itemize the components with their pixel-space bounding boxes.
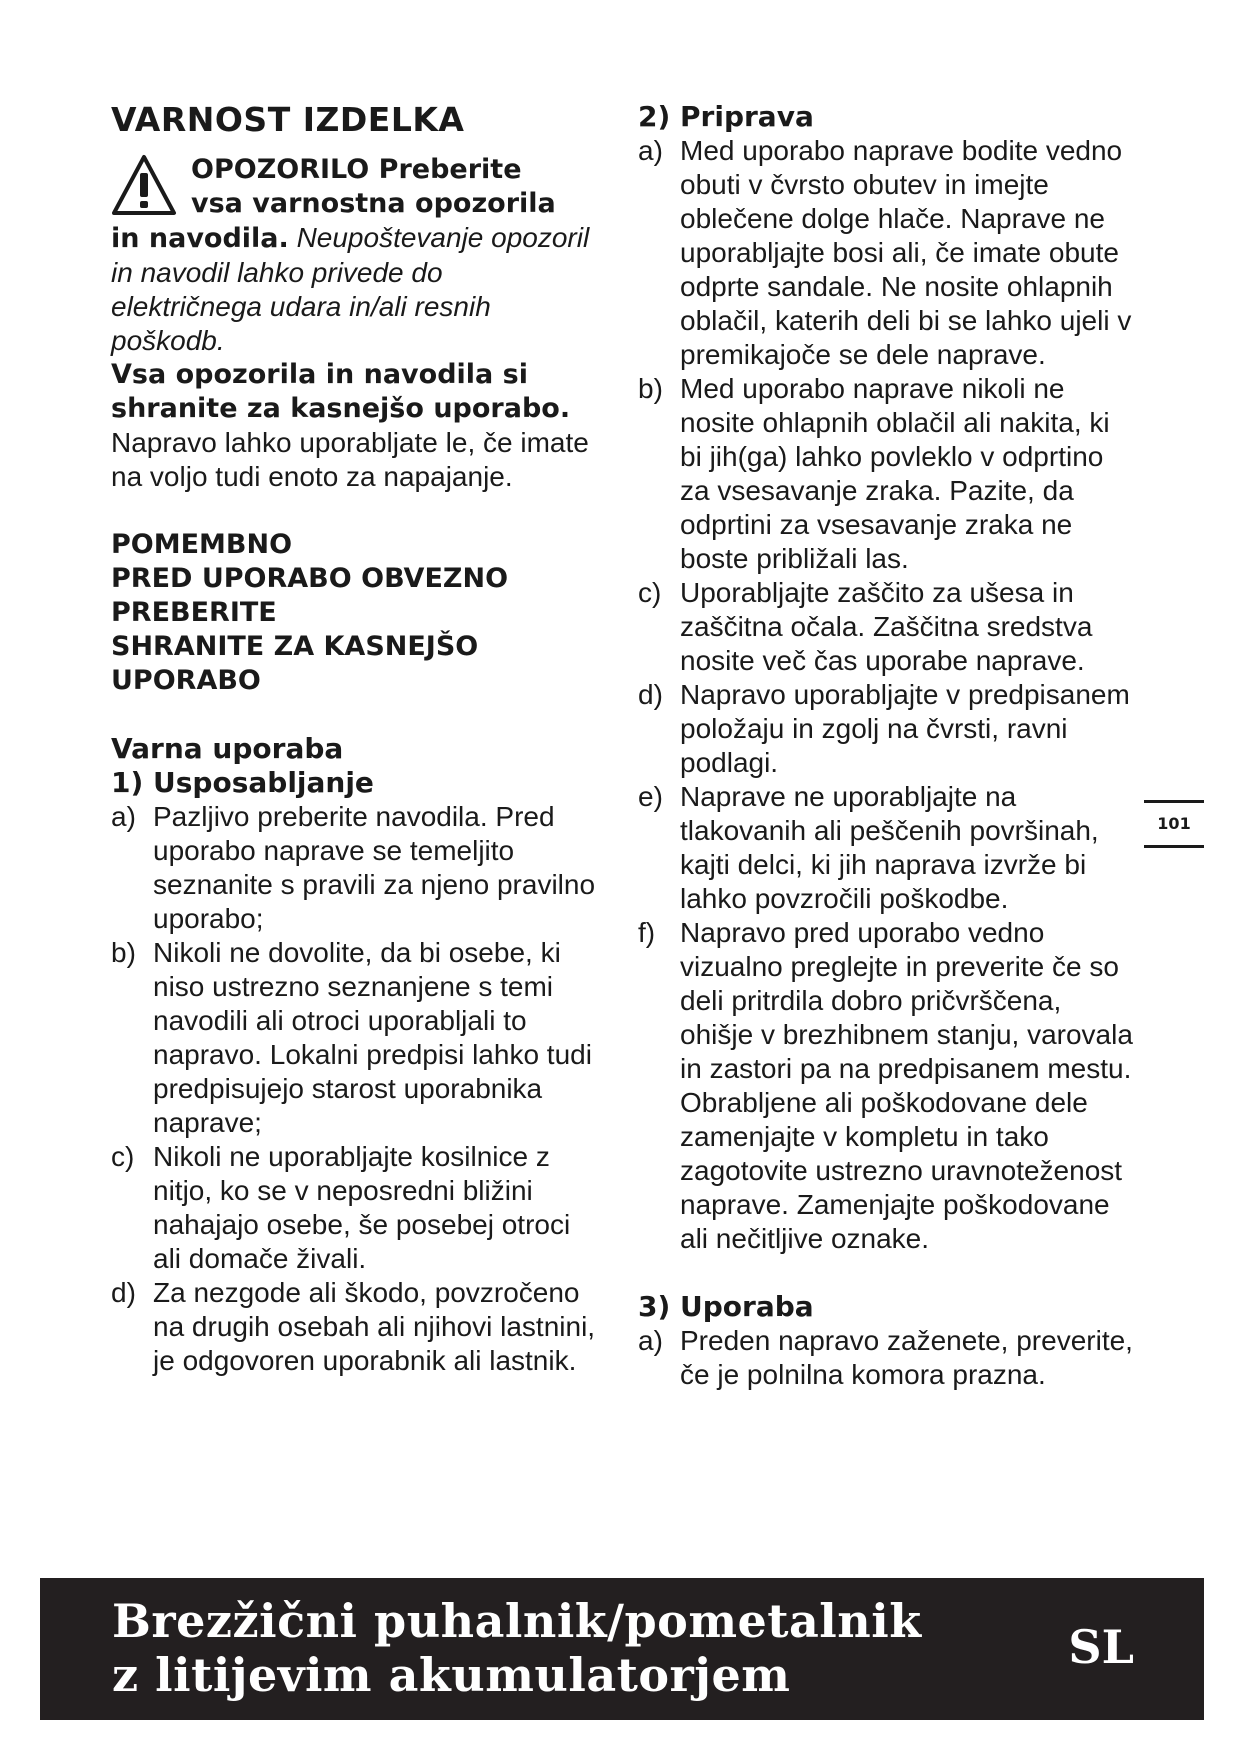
list-item-label: c) bbox=[111, 1141, 135, 1172]
page-title: VARNOST IZDELKA bbox=[111, 100, 465, 139]
list-item-text: Napravo pred uporabo vedno vizualno preglejte in preverite če so deli pritrdila dobro pričvrščena, ohišje v brezhibnem stanju, varovala in zastori pa na predpisanem mestu. Obrabljene ali poškodovane dele zamenjajte v kompletu in tako zagotovite ustrezno uravnoteženost naprave. Zamenjajte poškodovane ali nečitljive oznake. bbox=[680, 917, 1133, 1254]
list-item bbox=[111, 1276, 601, 1378]
important-line: POMEMBNO bbox=[111, 529, 293, 560]
warning-triangle-icon bbox=[111, 153, 177, 219]
footer-title-line: z litijevim akumulatorjem bbox=[112, 1648, 791, 1702]
page-number: 101 bbox=[1144, 800, 1204, 848]
list-item-text: Med uporabo naprave nikoli ne nosite ohlapnih oblačil ali nakita, ki bi jih(ga) lahko povleklo v odprtino za vsesavanje zraka. Pazite, da odprtini za vsesavanje zraka ne boste približali las. bbox=[680, 373, 1110, 574]
list-item-text: Za nezgode ali škodo, povzročeno na drugih osebah ali njihovi lastnini, je odgovoren uporabnik ali lastnik. bbox=[153, 1277, 596, 1376]
list-item-text: Med uporabo naprave bodite vedno obuti v čvrsto obutev in imejte oblečene dolge hlače. Naprave ne uporabljajte bosi ali, če imate obute odprte sandale. Ne nosite ohlapnih oblačil, katerih deli bi se lahko ujeli v premikajoče se dele naprave. bbox=[680, 135, 1132, 370]
list-item-label: e) bbox=[638, 781, 663, 812]
safe-use-heading: Varna uporaba bbox=[111, 732, 344, 765]
list-item bbox=[111, 936, 601, 1140]
list-item bbox=[638, 134, 1138, 372]
list-item-label: b) bbox=[638, 373, 663, 404]
list-item-label: a) bbox=[111, 801, 136, 832]
important-line: PREBERITE bbox=[111, 597, 277, 628]
warning-heading-line1: OPOZORILO Preberite bbox=[191, 154, 522, 185]
list-item bbox=[111, 800, 601, 936]
list-item-label: f) bbox=[638, 917, 656, 948]
list-item bbox=[638, 576, 1138, 678]
list-item-label: b) bbox=[111, 937, 136, 968]
list-item-text: Napravo uporabljajte v predpisanem položaju in zgolj na čvrsti, ravni podlagi. bbox=[680, 679, 1130, 778]
list-item-text: Nikoli ne uporabljajte kosilnice z nitjo, ko se v neposredni bližini nahajajo osebe, še posebej otroci ali domače živali. bbox=[153, 1141, 571, 1274]
warning-text: Neupoštevanje opozoril in navodil lahko privede do električnega udara in/ali resnih poškodb. bbox=[111, 222, 590, 356]
footer-product-title bbox=[112, 1594, 922, 1702]
list-item-text: Pazljivo preberite navodila. Pred uporabo naprave se temeljito seznanite s pravili za njeno pravilno uporabo; bbox=[153, 801, 596, 934]
list-item-label: d) bbox=[638, 679, 663, 710]
list-item bbox=[638, 372, 1138, 576]
important-line: SHRANITE ZA KASNEJŠO bbox=[111, 631, 479, 662]
list-item-text: Naprave ne uporabljajte na tlakovanih ali peščenih površinah, kajti delci, ki jih naprava izvrže bi lahko povzročili poškodbe. bbox=[680, 781, 1099, 914]
list-item bbox=[638, 916, 1138, 1256]
list-item bbox=[638, 1324, 1138, 1392]
list-item-label: a) bbox=[638, 1325, 663, 1356]
list-item-label: c) bbox=[638, 577, 662, 608]
list-item bbox=[638, 678, 1138, 780]
language-code: SL bbox=[1068, 1620, 1134, 1674]
important-line: PRED UPORABO OBVEZNO bbox=[111, 563, 509, 594]
warning-block bbox=[111, 153, 601, 358]
list-item-text: Nikoli ne dovolite, da bi osebe, ki niso ustrezno seznanjene s temi navodili ali otroci uporabljali to napravo. Lokalni predpisi lahko tudi predpisujejo starost uporabnika naprave; bbox=[153, 937, 592, 1138]
section-preparation-heading: 2) Priprava bbox=[638, 100, 814, 133]
section-training-heading: 1) Usposabljanje bbox=[111, 766, 374, 799]
list-item-label: a) bbox=[638, 135, 663, 166]
important-line: UPORABO bbox=[111, 665, 261, 696]
list-item-text: Preden napravo zaženete, preverite, če je polnilna komora prazna. bbox=[680, 1325, 1133, 1390]
footer-banner bbox=[40, 1578, 1204, 1720]
left-column bbox=[111, 100, 601, 1378]
power-unit-note: Napravo lahko uporabljate le, če imate na voljo tudi enoto za napajanje. bbox=[111, 427, 589, 492]
list-item bbox=[111, 1140, 601, 1276]
warning-heading-line3: in navodila. bbox=[111, 223, 289, 254]
warning-heading-line2: vsa varnostna opozorila bbox=[191, 188, 556, 219]
important-notice bbox=[111, 528, 601, 698]
right-column bbox=[638, 100, 1138, 1392]
list-item bbox=[638, 780, 1138, 916]
keep-instructions: Vsa opozorila in navodila si shranite za kasnejšo uporabo. bbox=[111, 359, 571, 424]
footer-title-line: Brezžični puhalnik/pometalnik bbox=[112, 1594, 922, 1648]
list-item-label: d) bbox=[111, 1277, 136, 1308]
section-usage-heading: 3) Uporaba bbox=[638, 1290, 814, 1323]
list-item-text: Uporabljajte zaščito za ušesa in zaščitna očala. Zaščitna sredstva nosite več čas uporabe naprave. bbox=[680, 577, 1093, 676]
